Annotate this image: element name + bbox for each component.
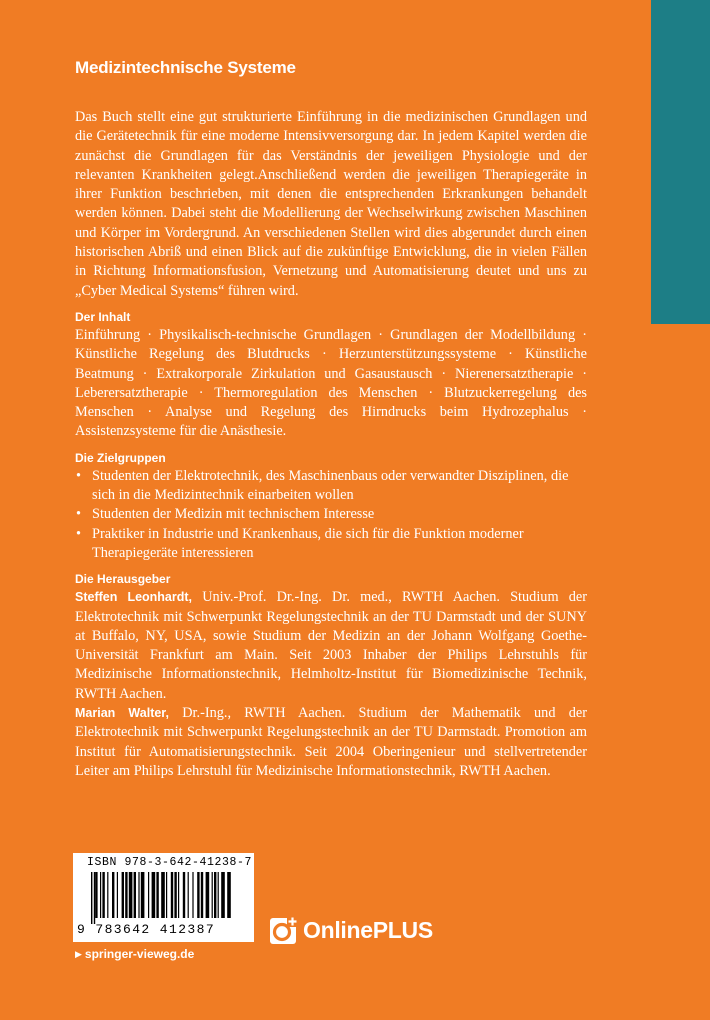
list-item: • Studenten der Elektrotechnik, des Maschinenbaus oder verwandter Disziplinen, die sich in die Medizintechnik einarbeiten wollen — [75, 467, 587, 506]
editor-name: Marian Walter, — [75, 706, 169, 721]
back-cover-text — [75, 108, 587, 781]
online-plus-icon — [270, 916, 298, 944]
online-plus-logo — [270, 914, 433, 946]
editor-bio — [75, 588, 587, 704]
editor-bio — [75, 704, 587, 781]
contents-heading: Der Inhalt — [75, 309, 131, 324]
audience-heading: Die Zielgruppen — [75, 450, 166, 465]
teal-corner-strip — [651, 0, 710, 324]
website-link[interactable] — [75, 947, 194, 961]
editor-description: Univ.-Prof. Dr.-Ing. Dr. med., RWTH Aachen. Studium der Elektrotechnik mit Schwerpunkt Regelungstechnik an der TU Darmstadt und der SUNY at Buffalo, NY, USA, sowie Studium der Medizin an der Johann Wolfgang Goethe-Universität Frankfurt am Main. Seit 2003 Inhaber der Philips Lehrstuhls für Medizinische Informationstechnik, Helmholtz-Institut für Biomedizinische Technik, RWTH Aachen. — [75, 589, 587, 702]
isbn-barcode-box — [73, 853, 254, 942]
online-plus-text: OnlinePLUS — [303, 916, 433, 943]
audience-list — [75, 467, 587, 563]
book-title: Medizintechnische Systeme — [75, 58, 296, 77]
intro-paragraph: Das Buch stellt eine gut strukturierte Einführung in die medizinischen Grundlagen und die Gerätetechnik für eine moderne Intensivversorgung dar. In jedem Kapitel werden die zunächst die Grundlagen für das Verständnis der jeweiligen Physiologie und der relevanten Krankheiten gelegt.Anschließend werden die jeweiligen Therapiegeräte in ihrer Funktion beschrieben, mit denen die entsprechenden Erkrankungen behandelt werden können. Dabei steht die Modellierung der Wechselwirkung zwischen Maschinen und Körper im Vordergrund. An verschiedenen Stellen wird dies abgerundet durch einen historischen Abriß und einen Blick auf die zukünftige Entwicklung, die in vielen Fällen in Richtung Informationsfusion, Vernetzung und Automatisierung deutet und uns zu „Cyber Medical Systems“ führen wird. — [75, 109, 587, 299]
editor-description: Dr.-Ing., RWTH Aachen. Studium der Mathematik und der Elektrotechnik mit Schwerpunkt Regelungstechnik an der TU Darmstadt. Promotion am Institut für Automatisierungstechnik. Seit 2004 Oberingenieur und stellvertretender Leiter am Philips Lehrstuhl für Medizinische Informationstechnik, RWTH Aachen. — [75, 705, 587, 779]
barcode-digits: 9 783642 412387 — [77, 922, 216, 937]
list-item: • Praktiker in Industrie und Krankenhaus, die sich für die Funktion moderner Therapiegeräte interessieren — [75, 525, 587, 564]
editors-heading: Die Herausgeber — [75, 572, 171, 587]
arrow-right-icon: ▶ — [75, 949, 82, 959]
editor-name: Steffen Leonhardt, — [75, 590, 193, 605]
isbn-label: ISBN 978-3-642-41238-7 — [87, 856, 253, 869]
website-url: springer-vieweg.de — [84, 947, 195, 961]
contents-text: Einführung · Physikalisch-technische Grundlagen · Grundlagen der Modellbildung · Künstliche Regelung des Blutdrucks · Herzunterstützungssysteme · Künstliche Beatmung · Extrakorporale Zirkulation und Gasaustausch · Nierenersatztherapie · Leberersatztherapie · Thermoregulation des Menschen · Blutzuckerregelung des Menschen · Analyse und Regelung des Hirndrucks beim Hydrozephalus · Assistenzsysteme für die Anästhesie. — [75, 326, 587, 440]
list-item: • Studenten der Medizin mit technischem Interesse — [75, 505, 587, 524]
barcode-icon — [91, 872, 237, 924]
